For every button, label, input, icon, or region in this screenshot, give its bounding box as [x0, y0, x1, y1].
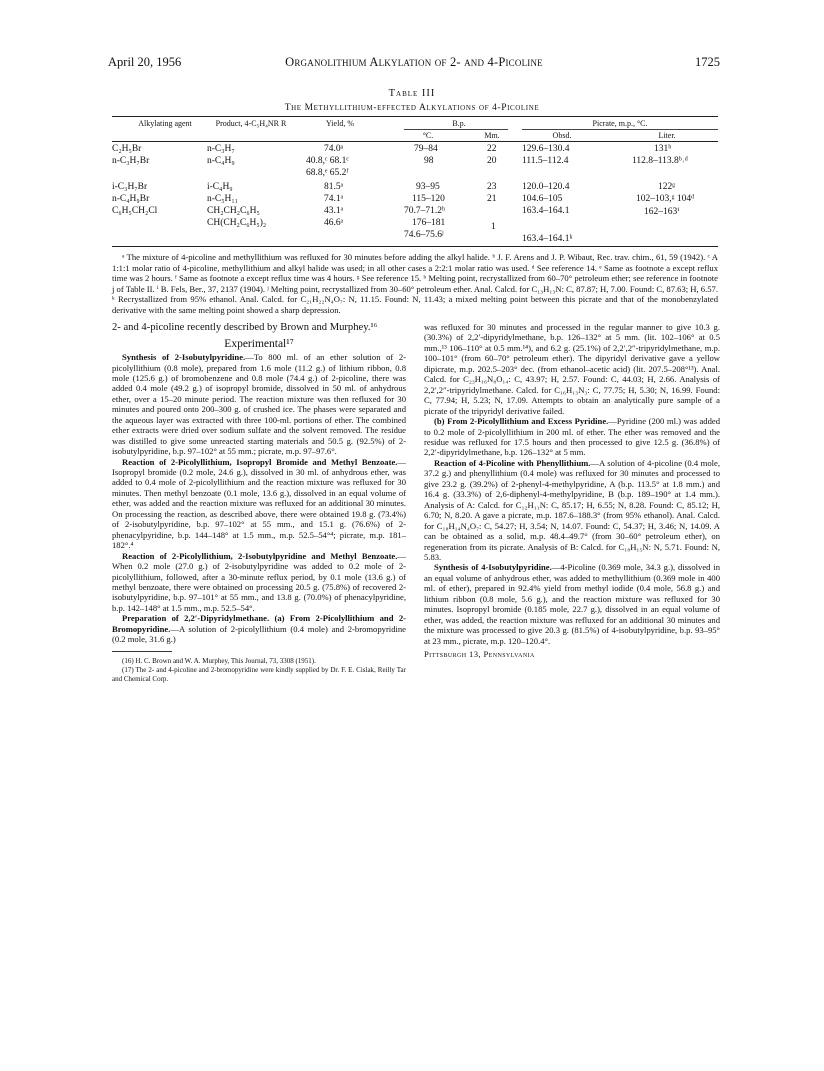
- table-cell: CH(CH₂C₆H₅)₂: [207, 218, 267, 228]
- right-column: [424, 322, 720, 660]
- table-cell: 131ᵇ: [654, 144, 672, 154]
- paragraph-title: Synthesis of 4-Isobutylpyridine.: [434, 562, 552, 573]
- paragraph-body: —A solution of 2-picolyllithium (0.4 mole) and 2-bromopyridine (0.2 mole, 31.6 g.): [112, 623, 406, 645]
- intro-paragraph: 2- and 4-picoline recently described by Brown and Murphey.¹⁶: [112, 322, 378, 333]
- col-header-agent: Alkylating agent: [138, 119, 192, 128]
- table-cell: C₆H₅CH₂Cl: [112, 206, 158, 216]
- col-header-liter: Liter.: [658, 131, 676, 140]
- col-header-yield: Yield, %: [326, 119, 354, 128]
- left-column: [112, 322, 406, 684]
- table-cell: 79–84: [414, 144, 438, 154]
- table-cell: 115–120: [412, 194, 445, 204]
- table-cell: 74.0ᵃ: [324, 144, 344, 154]
- footnote-rule: [112, 651, 172, 652]
- table-cell: 176–181: [412, 218, 446, 228]
- table-cell: 112.8–113.8ᵇ˒ᵈ: [632, 156, 688, 166]
- paragraph-body: —Isopropyl bromide (0.2 mole, 24.6 g.), dissolved in 30 ml. of anhydrous ether, was added to 0.4 mole of 2-picolyllithium and the reaction mixture was refluxed for 30 minutes. Then methyl benzoate (0.1 mole, 13.6 g.), dissolved in an equal volume of ether, was added and the reaction mixture was refluxed for an additional 30 minutes. On processing the reaction, as described above, there were obtained 19.8 g. (73.4%) of 2-isobutylpyridine, b.p. 97–102° at 55 mm., and 15.1 g. (76.6%) of 2-phenacylpyridine, b.p. 144–148° at 1.5 mm., m.p. 52.5–54°⁴; picrate, m.p. 181–182°.⁴: [112, 456, 406, 551]
- table-cell: i-C₄H₉: [207, 182, 233, 192]
- table-cell: 43.1ᵃ: [324, 206, 344, 216]
- col-header-obsd: Obsd.: [552, 131, 572, 140]
- paragraph-title: Synthesis of 2-Isobutylpyridine.: [122, 352, 246, 363]
- table-cell: 104.6–105: [522, 194, 563, 204]
- paragraph-title: Reaction of 2-Picolyllithium, Isopropyl Bromide and Methyl Benzoate.: [122, 456, 398, 467]
- col-header-bp: B.p.: [452, 119, 466, 128]
- table-cell: 98: [424, 156, 434, 166]
- footnote: (16) H. C. Brown and W. A. Murphey, This Journal, 73, 3308 (1951).: [122, 656, 316, 665]
- table-cell: 93–95: [416, 182, 440, 192]
- table-cell: n-C₅H₁₁: [207, 194, 239, 204]
- column-footnotes: [112, 657, 406, 684]
- table-cell: 46.6ᵃ: [324, 218, 344, 228]
- picrate-spanner-rule: [522, 129, 718, 130]
- table-cell: 68.8,ᵉ 65.2ᶠ: [306, 168, 349, 178]
- table-cell: 1: [491, 222, 496, 232]
- paragraph: was refluxed for 30 minutes and processed in the regular manner to give 10.3 g. (30.3%) of 2,2′-dipyridylmethane, b.p. 126–132° at 5 mm. (lit. 102–106° at 0.5 mm.,¹³ 106–110° at 0.5 mm.¹⁴), and 6.2 g. (25.1%) of 2,2′,2″-tripyridylmethane, m.p. 100–101° (from 60–70° petroleum ether). The dipyridyl derivative gave a yellow dipicrate, m.p. 202.5–203° dec. (from ethanol–acetic acid) (lit. 207.5–208°¹³). Anal. Calcd. for C₂₃H₁₆N₈O₁₄: C, 43.97; H, 2.57. Found: C, 44.03; H, 2.66. Analysis of 2,2′,2″-tripyridylmethane. Calcd. for C₁₆H₁₃N₃: C, 77.75; H, 5.30; N, 16.99. Found: C, 77.94; H, 5.23; N, 17.09. Attempts to obtain an analytically pure sample of a picrate of the tripyridyl derivative failed.: [424, 322, 720, 416]
- paragraph: [424, 458, 720, 563]
- table-cell: 129.6–130.4: [522, 144, 570, 154]
- page-number: 1725: [695, 55, 720, 69]
- table-cell: 81.5ᵃ: [324, 182, 344, 192]
- table-cell: n-C₄H₉: [207, 156, 235, 166]
- paragraph: [424, 562, 720, 646]
- table-top-rule: [112, 116, 718, 117]
- paragraph: [112, 551, 406, 614]
- running-header: [108, 55, 720, 73]
- table-cell: C₂H₅Br: [112, 144, 142, 154]
- table-cell: 74.1ᵃ: [324, 194, 344, 204]
- table-cell: 163.4–164.1: [522, 206, 570, 216]
- table-cell: n-C₄H₉Br: [112, 194, 150, 204]
- table-cell: 122ᵍ: [658, 182, 676, 192]
- header-date: April 20, 1956: [108, 55, 182, 69]
- table-cell: i-C₃H₇Br: [112, 182, 148, 192]
- table-caption: The Methyllithium-effected Alkylations of 4-Picoline: [284, 103, 540, 113]
- table-cell: n-C₃H₇: [207, 144, 235, 154]
- section-heading: Experimental¹⁷: [224, 337, 294, 350]
- table-cell: 22: [487, 144, 497, 154]
- author-location: Pittsburgh 13, Pennsylvania: [424, 649, 535, 660]
- table-cell: 102–103,ᵍ 104ᵈ: [636, 194, 695, 204]
- paragraph-body: —4-Picoline (0.369 mole, 34.3 g.), dissolved in an equal volume of anhydrous ether, was added to methyllithium (0.369 mole in 400 ml. of ether), prepared in 92.4% yield from methyl iodide (0.4 mole, 56.8 g.) and lithium ribbon (0.8 mole, 5.6 g.), and the reaction mixture was refluxed for 30 minutes. Isopropyl bromide (0.185 mole, 22.7 g.), dissolved in an equal volume of ether, was added, the reaction mixture was refluxed for an additional 30 minutes and the mixture was processed to give 20.3 g. (81.5%) of 4-isobutylpyridine, b.p. 93–95° at 23 mm., picrate, m.p. 120–120.4°.: [424, 562, 721, 646]
- col-header-product: Product, 4-C₅H₄NR R: [215, 119, 287, 128]
- paragraph: [112, 352, 406, 457]
- table-bottom-rule: [112, 246, 718, 247]
- table-footnotes: [112, 252, 718, 316]
- data-table: [112, 116, 724, 248]
- table-cell: 120.0–120.4: [522, 182, 570, 192]
- col-header-picrate: Picrate, m.p., °C.: [592, 119, 648, 128]
- paragraph-body: —Pyridine (200 ml.) was added to 0.2 mole of 2-picolyllithium in 200 ml. of ether. The ether was removed and the residue was refluxed for 17.5 hours and then processed to give 12.5 g. (36.8%) of 2,2′-dipyridylmethane, b.p. 126–132° at 5 mm.: [424, 416, 720, 458]
- table-cell: CH₂CH₂C₆H₅: [207, 206, 260, 216]
- table-cell: n-C₃H₇Br: [112, 156, 150, 166]
- table-header-rule: [112, 141, 718, 142]
- table-footnote-text: ᵃ The mixture of 4-picoline and methyllithium was refluxed for 30 minutes before adding the alkyl halide. ᵇ J. F. Arens and J. P. Wibaut, Rec. trav. chim., 61, 59 (1942). ᶜ A 1:1:1 molar ratio of 4-picoline, methyllithium and alkyl halide was used; in all other cases a 2:2:1 molar ratio was used. ᵈ See reference 14. ᵉ Same as footnote a except reflux time was 2 hours. ᶠ Same as footnote a except reflux time was 4 hours. ᵍ See reference 15. ʰ Melting point, recrystallized from 60–70° petroleum ether; see reference in footnote j of Table II. ⁱ B. Fels, Ber., 37, 2137 (1904). ʲ Melting point, recrystallized from 30–60° petroleum ether. Anal. Calcd. for C₁₃H₁₃N: C, 87.87; H, 7.00. Found: C, 87.63; H, 6.57. ᵏ Recrystallized from 95% ethanol. Anal. Calcd. for C₂₁H₂₂N₄O₇: N, 11.15. Found: N, 11.43; a mixed melting point between this picrate and that of the monobenzylated derivative with the same melting point showed a sharp depression.: [112, 252, 718, 315]
- table-cell: 162–163ⁱ: [644, 207, 680, 217]
- paragraph-body: —To 800 ml. of an ether solution of 2-picolyllithium (0.8 mole), prepared from 1.6 mole (11.2 g.) of lithium ribbon, 0.8 mole (125.6 g.) of bromobenzene and 0.8 mole (74.4 g.) of 2-picoline, there was added 0.4 mole (49.2 g.) of isopropyl bromide, dissolved in 50 ml. of anhydrous ether, over a 15–20 minute period. The reaction mixture was then refluxed for 30 minutes and poured onto 200–300 g. of crushed ice. The phases were separated and the aqueous layer was extracted with three 100-ml. portions of ether. The combined ether extracts were dried over sodium sulfate and the solvent removed. The residue was distilled to give some unreacted starting materials and 50.5 g. (92.5%) of 2-isobutylpyridine, b.p. 97–102° at 55 mm.; picrate, m.p. 97–97.6°.: [112, 352, 407, 457]
- paragraph: [424, 416, 720, 458]
- paragraph-title: Reaction of 2-Picolyllithium, 2-Isobutylpyridine and Methyl Benzoate.: [122, 550, 398, 561]
- paragraph-title: (b) From 2-Picolyllithium and Excess Pyridine.: [434, 416, 609, 427]
- table-cell: 21: [487, 194, 497, 204]
- table-cell: 20: [487, 156, 497, 166]
- footnote: (17) The 2- and 4-picoline and 2-bromopyridine were kindly supplied by Dr. F. E. Cislak, Reilly Tar and Chemical Corp.: [112, 665, 406, 683]
- table-cell: 163.4–164.1ᵏ: [522, 234, 573, 244]
- table-cell: 74.6–75.6ʲ: [404, 230, 444, 240]
- header-title: Organolithium Alkylation of 2- and 4-Picoline: [285, 55, 543, 69]
- col-header-bp-c: °C.: [422, 131, 434, 140]
- table-cell: 23: [487, 182, 497, 192]
- bp-spanner-rule: [404, 129, 508, 130]
- paragraph-title: Reaction of 4-Picoline with Phenyllithium.: [434, 457, 591, 468]
- table-cell: 40.8,ᶜ 68.1ᶜ: [306, 156, 349, 166]
- col-header-bp-mm: Mm.: [484, 131, 500, 140]
- table-cell: 70.7–71.2ʰ: [404, 206, 446, 216]
- paragraph-title: Preparation of 2,2′-Dipyridylmethane. (a) From 2-Picolyllithium and 2-Bromopyridine.: [112, 613, 406, 634]
- paragraph: [112, 457, 406, 551]
- paragraph: [112, 613, 406, 644]
- paragraph-body: —A solution of 4-picoline (0.4 mole, 37.2 g.) and phenyllithium (0.4 mole) was refluxed for 30 minutes and processed to give 23.2 g. (39.2%) of 2-phenyl-4-methylpyridine, A (b.p. 113.5° at 1.8 mm.) and 16.4 g. (33.3%) of 2,6-diphenyl-4-methylpyridine, B (b.p. 189–190° at 1.4 mm.). Analysis of A: Calcd. for C₁₂H₁₁N: C, 85.17; H, 6.55; N, 8.28. Found: C, 85.12; H, 6.70; N, 8.20. A gave a picrate, m.p. 187.6–188.3° (from 95% ethanol). Anal. Calcd. for C₁₈H₁₄N₄O₇: C, 54.27; H, 3.54; N, 14.07. Found: C, 54.37; H, 3.46; N, 14.09. A can be obtained as a solid, m.p. 48.4–49.7° (from 30–60° petroleum ether), on regeneration from its picrate. Analysis of B: Calcd. for C₁₈H₁₅N: N, 5.71. Found: N, 5.83.: [424, 457, 720, 562]
- table-number: Table III: [388, 88, 436, 99]
- table-cell: 111.5–112.4: [522, 156, 569, 166]
- paragraph-body: —When 0.2 mole (27.0 g.) of 2-isobutylpyridine was added to 0.2 mole of 2-picolyllithium, followed, after a 30-minute reflux period, by 0.1 mole (13.6 g.) of methyl benzoate, there were obtained on processing 20.5 g. (75.8%) of recovered 2-isobutylpyridine, b.p. 97–101° at 55 mm., and 13.8 g. (70.0%) of phenacylpyridine, b.p. 142–148° at 1.5 mm., m.p. 52.5–54°.: [112, 550, 406, 613]
